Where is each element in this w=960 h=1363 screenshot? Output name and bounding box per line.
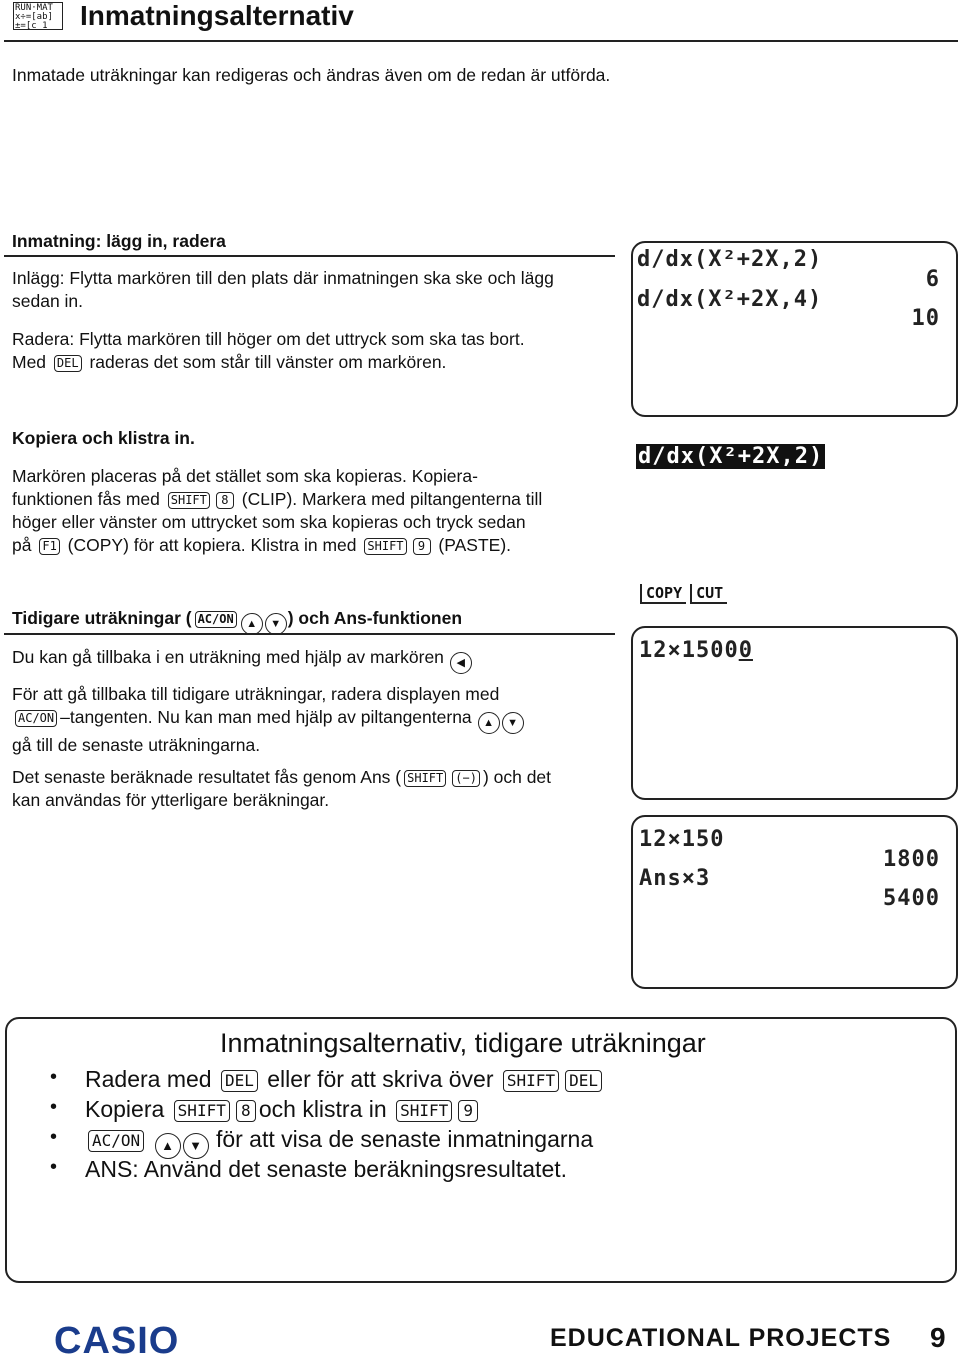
key-9-icon: 9 — [458, 1100, 478, 1122]
page-title: Inmatningsalternativ — [80, 0, 354, 31]
calc-screen-derivative — [631, 241, 958, 417]
del-key-icon: DEL — [221, 1070, 258, 1092]
history-line1: För att gå tillbaka till tidigare uträkningar, radera displayen med — [12, 684, 500, 704]
shift-key-icon: SHIFT — [404, 770, 446, 787]
screen3-line1 — [639, 638, 753, 663]
neg-key-icon: (−) — [452, 770, 480, 787]
del-key-icon: DEL — [54, 355, 82, 372]
b1-text: Radera med — [85, 1066, 212, 1092]
screen1-result1: 6 — [925, 267, 940, 292]
b3-text: för att visa de senaste inmatningarna — [215, 1126, 594, 1152]
section2-line2 — [12, 488, 612, 511]
summary-bullet-1 — [85, 1064, 605, 1094]
screen1-result2: 10 — [911, 306, 940, 331]
screen1-line1: d/dx(X²+2X,2) — [637, 247, 823, 272]
text-delete-desc: raderas det som står till vänster om markören. — [89, 352, 447, 372]
calc-screen-copy — [634, 444, 958, 609]
history-line3: gå till de senaste uträkningarna. — [12, 735, 261, 755]
ans-line2: kan användas för ytterligare beräkningar. — [12, 790, 330, 810]
screen3-expr: 12×1500 — [639, 638, 739, 663]
shift-key-icon: SHIFT — [168, 492, 210, 509]
summary-bullet-2 — [85, 1094, 481, 1124]
down-arrow-icon: ▼ — [265, 613, 287, 635]
section2-paragraph — [12, 465, 612, 557]
footer-label: EDUCATIONAL PROJECTS — [550, 1324, 892, 1352]
section3-cursor-text — [12, 646, 612, 674]
page-number: 9 — [930, 1322, 946, 1353]
f1-key-icon: F1 — [39, 538, 59, 555]
calc-screen-ans — [631, 815, 958, 989]
section2-line1: Markören placeras på det stället som ska kopieras. Kopiera- — [12, 466, 478, 486]
calc-screen-edit — [631, 626, 958, 800]
intro-text: Inmatade uträkningar kan redigeras och ändras även om de redan är utförda. — [12, 65, 611, 85]
shift-key-icon: SHIFT — [503, 1070, 559, 1092]
down-arrow-icon: ▼ — [502, 712, 524, 734]
section2-line3: höger eller vänster om uttrycket som ska kopieras och tryck sedan — [12, 512, 526, 532]
screen4-result1: 1800 — [883, 847, 940, 872]
acon-key-icon: AC/ON — [195, 611, 237, 628]
text-ans-pre: Det senaste beräknade resultatet fås genom Ans ( — [12, 767, 402, 787]
fkey-copy[interactable]: COPY — [640, 584, 686, 604]
text-go-back: Du kan gå tillbaka i en uträkning med hjälp av markören — [12, 647, 444, 667]
section3-heading-pre: Tidigare uträkningar ( — [12, 608, 192, 628]
icon-text-2: x÷=[ab] — [15, 12, 53, 22]
run-mat-icon — [13, 2, 63, 30]
section3-rule — [4, 633, 615, 635]
bullet-icon: • — [50, 1096, 58, 1118]
text-clip: (CLIP). Markera med piltangenterna till — [241, 489, 543, 509]
screen4-line2: Ans×3 — [639, 866, 711, 891]
fkey-cut[interactable]: CUT — [690, 584, 727, 604]
shift-key-icon: SHIFT — [396, 1100, 452, 1122]
screen4-result2: 5400 — [883, 886, 940, 911]
section3-heading-post: ) och Ans-funktionen — [287, 608, 463, 628]
screen3-cursor: 0 — [738, 638, 753, 663]
summary-bullet-4: ANS: Använd det senaste beräkningsresultatet. — [85, 1156, 568, 1182]
section1-rule — [4, 255, 615, 257]
screen4-line1: 12×150 — [639, 827, 725, 852]
screen2-line1 — [636, 444, 825, 469]
section3-ans-text — [12, 766, 617, 812]
left-arrow-icon: ◀ — [450, 652, 472, 674]
title-divider — [4, 40, 958, 42]
key-8-icon: 8 — [236, 1100, 256, 1122]
text-copy-func: funktionen fås med — [12, 489, 160, 509]
acon-key-icon: AC/ON — [15, 710, 57, 727]
screen2-selection: d/dx(X²+2X,2) — [638, 444, 824, 469]
section2-heading: Kopiera och klistra in. — [12, 428, 195, 448]
section3-heading — [12, 608, 462, 635]
down-arrow-icon: ▼ — [183, 1133, 209, 1159]
bullet-icon: • — [50, 1156, 58, 1178]
b2-text: Kopiera — [85, 1096, 165, 1122]
section1-heading: Inmatning: lägg in, radera — [12, 231, 226, 251]
section1-delete-text: Radera: Flytta markören till höger om det uttryck som ska tas bort. — [12, 329, 525, 349]
section3-history-text — [12, 683, 612, 757]
section1-delete-line2 — [12, 351, 612, 374]
bullet-icon: • — [50, 1126, 58, 1148]
icon-text-1: RUN·MAT — [15, 3, 53, 13]
section2-line4 — [12, 534, 612, 557]
shift-key-icon: SHIFT — [364, 538, 406, 555]
ans-line1 — [12, 766, 617, 789]
icon-text-3: ±=[c 1 — [15, 21, 48, 31]
text-tangenten: –tangenten. Nu kan man med hjälp av piltangenterna — [60, 707, 472, 727]
b2-mid: och klistra in — [258, 1096, 387, 1122]
text-pa: på — [12, 535, 32, 555]
bullet-icon: • — [50, 1066, 58, 1088]
acon-key-icon: AC/ON — [88, 1130, 144, 1152]
screen2-fkeys — [640, 584, 731, 603]
up-arrow-icon: ▲ — [478, 712, 500, 734]
up-arrow-icon: ▲ — [155, 1133, 181, 1159]
casio-logo: CASIO — [54, 1320, 180, 1362]
text-paste: (PASTE). — [438, 535, 512, 555]
b1-mid: eller för att skriva över — [267, 1066, 494, 1092]
text-med: Med — [12, 352, 47, 372]
summary-title: Inmatningsalternativ, tidigare uträkningar — [220, 1028, 706, 1058]
up-arrow-icon: ▲ — [241, 613, 263, 635]
history-line2 — [12, 706, 612, 734]
shift-key-icon: SHIFT — [174, 1100, 230, 1122]
text-ans-post: ) och det — [482, 767, 552, 787]
screen1-line2: d/dx(X²+2X,4) — [637, 287, 823, 312]
key-8-icon: 8 — [216, 492, 234, 509]
section1-insert-text: Inlägg: Flytta markören till den plats där inmatningen ska ske och lägg sedan in. — [12, 268, 554, 311]
text-copy: (COPY) för att kopiera. Klistra in med — [67, 535, 357, 555]
del-key-icon: DEL — [565, 1070, 602, 1092]
key-9-icon: 9 — [413, 538, 431, 555]
